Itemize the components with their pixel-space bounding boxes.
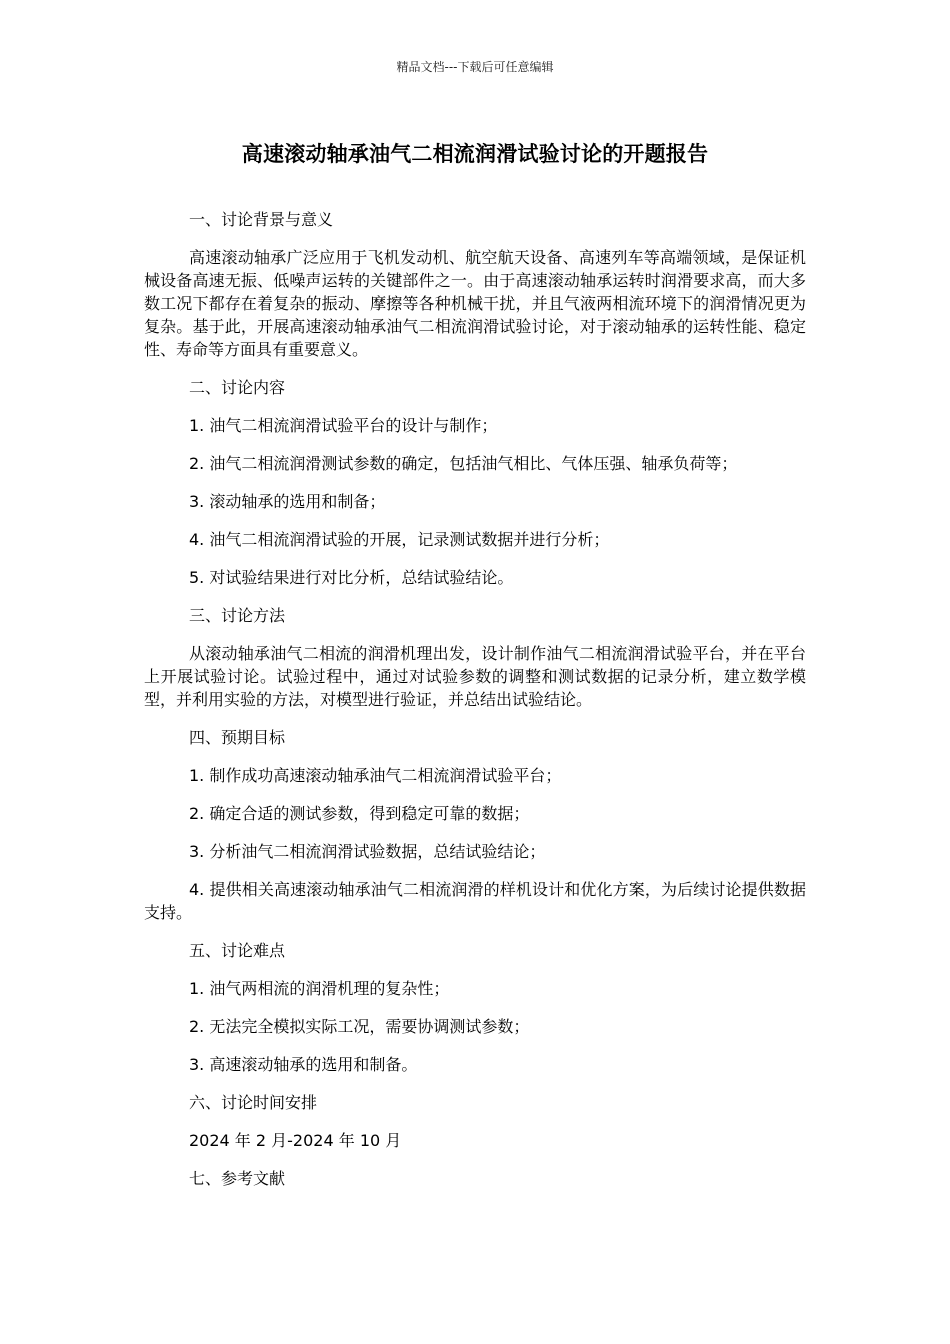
- list-item: 3. 分析油气二相流润滑试验数据，总结试验结论；: [189, 842, 546, 861]
- section-heading-schedule: 六、讨论时间安排: [189, 1093, 318, 1112]
- list-item: 4. 提供相关高速滚动轴承油气二相流润滑的样机设计和优化方案，为后续讨论提供数据支持。: [144, 880, 806, 922]
- section-heading-goals: 四、预期目标: [189, 728, 286, 747]
- paragraph-background: 高速滚动轴承广泛应用于飞机发动机、航空航天设备、高速列车等高端领域，是保证机械设备高速无振、低噪声运转的关键部件之一。由于高速滚动轴承运转时润滑要求高，而大多数工况下都存在着复杂的振动、摩擦等各种机械干扰，并且气液两相流环境下的润滑情况更为复杂。基于此，开展高速滚动轴承油气二相流润滑试验讨论，对于滚动轴承的运转性能、稳定性、寿命等方面具有重要意义。: [144, 248, 806, 359]
- list-item: 2. 无法完全模拟实际工况，需要协调测试参数；: [189, 1017, 530, 1036]
- list-item: 2. 确定合适的测试参数，得到稳定可靠的数据；: [189, 804, 530, 823]
- list-item: 5. 对试验结果进行对比分析，总结试验结论。: [189, 568, 514, 587]
- schedule-text: 2024 年 2 月-2024 年 10 月: [189, 1131, 402, 1150]
- paragraph-method: 从滚动轴承油气二相流的润滑机理出发，设计制作油气二相流润滑试验平台，并在平台上开展试验讨论。试验过程中，通过对试验参数的调整和测试数据的记录分析，建立数学模型，并利用实验的方法，对模型进行验证，并总结出试验结论。: [144, 644, 806, 709]
- list-item: 1. 油气二相流润滑试验平台的设计与制作；: [189, 416, 498, 435]
- section-heading-references: 七、参考文献: [189, 1169, 286, 1188]
- section-heading-content: 二、讨论内容: [189, 378, 286, 397]
- list-item: 1. 制作成功高速滚动轴承油气二相流润滑试验平台；: [189, 766, 562, 785]
- list-item: 3. 滚动轴承的选用和制备；: [189, 492, 386, 511]
- list-item: 3. 高速滚动轴承的选用和制备。: [189, 1055, 418, 1074]
- document-title: 高速滚动轴承油气二相流润滑试验讨论的开题报告: [241, 142, 709, 166]
- list-item: 2. 油气二相流润滑测试参数的确定，包括油气相比、气体压强、轴承负荷等；: [189, 454, 738, 473]
- section-heading-difficulties: 五、讨论难点: [189, 941, 286, 960]
- document-body: [144, 208, 806, 1205]
- header-note: 精品文档---下载后可任意编辑: [396, 60, 554, 74]
- list-item: 4. 油气二相流润滑试验的开展，记录测试数据并进行分析；: [189, 530, 610, 549]
- section-heading-method: 三、讨论方法: [189, 606, 286, 625]
- section-heading-background: 一、讨论背景与意义: [189, 210, 334, 229]
- list-item: 1. 油气两相流的润滑机理的复杂性；: [189, 979, 450, 998]
